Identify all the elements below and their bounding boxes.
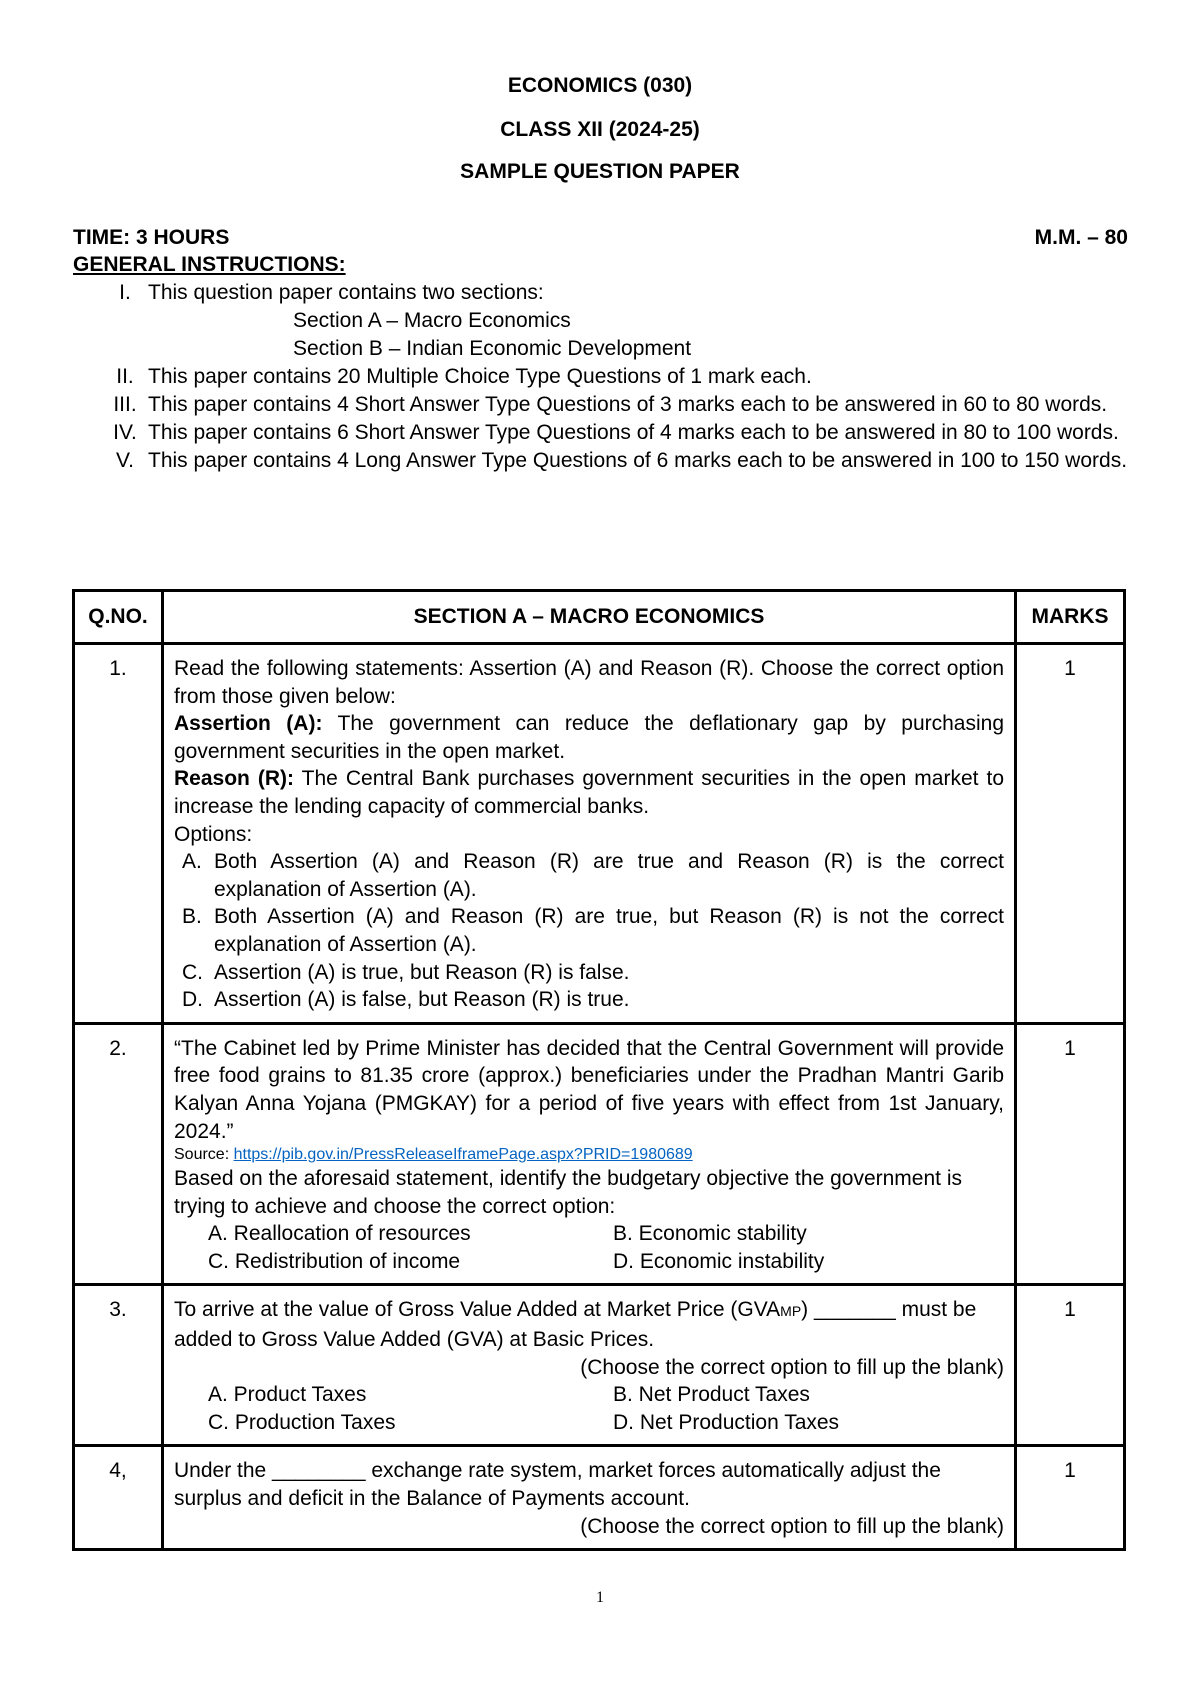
question-body: Under the ________ exchange rate system, market forces automatically adjust the surplus and deficit in the Balance of Payments account. (Choose the correct option to fill up the blank) [163, 1446, 1016, 1550]
col-header-marks: MARKS [1016, 591, 1125, 644]
question-table [72, 589, 1126, 1551]
paper-type-title: SAMPLE QUESTION PAPER [460, 160, 740, 183]
question-body: To arrive at the value of Gross Value Added at Market Price (GVAMP) _______ must be added to Gross Value Added (GVA) at Basic Prices. (Choose the correct option to fill up the blank) A. Product Taxes B. Net Product Taxes C. Production Taxes D. Net Production Taxes [163, 1285, 1016, 1446]
instructions-list [73, 279, 1135, 475]
table-row [74, 1023, 1125, 1285]
class-title: CLASS XII (2024-25) [500, 118, 700, 141]
question-body: Read the following statements: Assertion (A) and Reason (R). Choose the correct option from those given below: Assertion (A): The government can reduce the deflationary gap by purchasing government securities in the open market. Reason (R): The Central Bank purchases government securities in the open market to increase the lending capacity of commercial banks. Options: A. Both Assertion (A) and Reason (R) are true and Reason (R) is the correct explanation of Assertion (A). B. Both Assertion (A) and Reason (R) are true, but Reason (R) is not the correct explanation of Assertion (A). C. Assertion (A) is true, but Reason (R) is false. D. Assertion (A) is false, but Reason (R) is true. [163, 644, 1016, 1024]
answer-option: C. Production Taxes [208, 1410, 396, 1434]
table-row [74, 1446, 1125, 1550]
subject-title: ECONOMICS (030) [507, 74, 693, 97]
time-label: TIME: 3 HOURS [73, 226, 230, 249]
instruction-item: III. This paper contains 4 Short Answer Type Questions of 3 marks each to be answered in 60 to 80 words. [113, 393, 1108, 416]
answer-option: A. Product Taxes [208, 1383, 367, 1407]
answer-option: C. Redistribution of income [208, 1249, 461, 1273]
answer-option: B. Net Product Taxes [613, 1383, 810, 1407]
page-number: 1 [596, 1589, 604, 1606]
instruction-item: IV. This paper contains 6 Short Answer Type Questions of 4 marks each to be answered in 80 to 100 words. [113, 421, 1119, 444]
instruction-item: I. This question paper contains two sections: [119, 281, 544, 304]
answer-option: B. Both Assertion (A) and Reason (R) are true, but Reason (R) is not the correct explanation of Assertion (A). [182, 905, 1004, 956]
answer-option: A. Reallocation of resources [208, 1222, 471, 1246]
question-number: 1. [74, 644, 163, 1024]
answer-option: C. Assertion (A) is true, but Reason (R) is false. [182, 960, 630, 984]
instruction-item: V. This paper contains 4 Long Answer Type Questions of 6 marks each to be answered in 100 to 150 words. [116, 449, 1128, 472]
instructions-heading: GENERAL INSTRUCTIONS: [73, 253, 346, 276]
question-number: 4, [74, 1446, 163, 1550]
fill-blank-hint: (Choose the correct option to fill up the blank) [580, 1514, 1004, 1538]
answer-option: B. Economic stability [613, 1222, 807, 1246]
question-number: 3. [74, 1285, 163, 1446]
table-row [74, 1285, 1125, 1446]
col-header-section: SECTION A – MACRO ECONOMICS [163, 591, 1016, 644]
instruction-item: II. This paper contains 20 Multiple Choice Type Questions of 1 mark each. [116, 365, 812, 388]
question-marks: 1 [1016, 1446, 1125, 1550]
question-body: “The Cabinet led by Prime Minister has decided that the Central Government will provide free food grains to 81.35 crore (approx.) beneficiaries under the Pradhan Mantri Garib Kalyan Anna Yojana (PMGKAY) for a period of five years with effect from 1st January, 2024.” Source: https://pib.gov.in/PressReleaseIframePage.aspx?PRID=1980689 Based on the aforesaid statement, identify the budgetary objective the government is trying to achieve and choose the correct option: A. Reallocation of resources B. Economic stability C. Redistribution of income D. Economic instability [163, 1023, 1016, 1285]
max-marks-label: M.M. – 80 [1034, 226, 1128, 249]
section-b-line: Section B – Indian Economic Development [293, 337, 692, 360]
answer-option: A. Both Assertion (A) and Reason (R) are true and Reason (R) is the correct explanation of Assertion (A). [182, 850, 1004, 901]
table-header-row [74, 591, 1125, 644]
question-marks: 1 [1016, 1023, 1125, 1285]
answer-option: D. Net Production Taxes [613, 1410, 840, 1434]
question-marks: 1 [1016, 644, 1125, 1024]
section-a-line: Section A – Macro Economics [293, 309, 571, 332]
table-row [74, 644, 1125, 1024]
col-header-qno: Q.NO. [74, 591, 163, 644]
answer-option: D. Assertion (A) is false, but Reason (R) is true. [182, 988, 630, 1012]
source-link[interactable]: https://pib.gov.in/PressReleaseIframePage.aspx?PRID=1980689 [233, 1146, 693, 1164]
answer-option: D. Economic instability [613, 1249, 825, 1273]
question-number: 2. [74, 1023, 163, 1285]
question-marks: 1 [1016, 1285, 1125, 1446]
fill-blank-hint: (Choose the correct option to fill up the blank) [580, 1355, 1004, 1379]
